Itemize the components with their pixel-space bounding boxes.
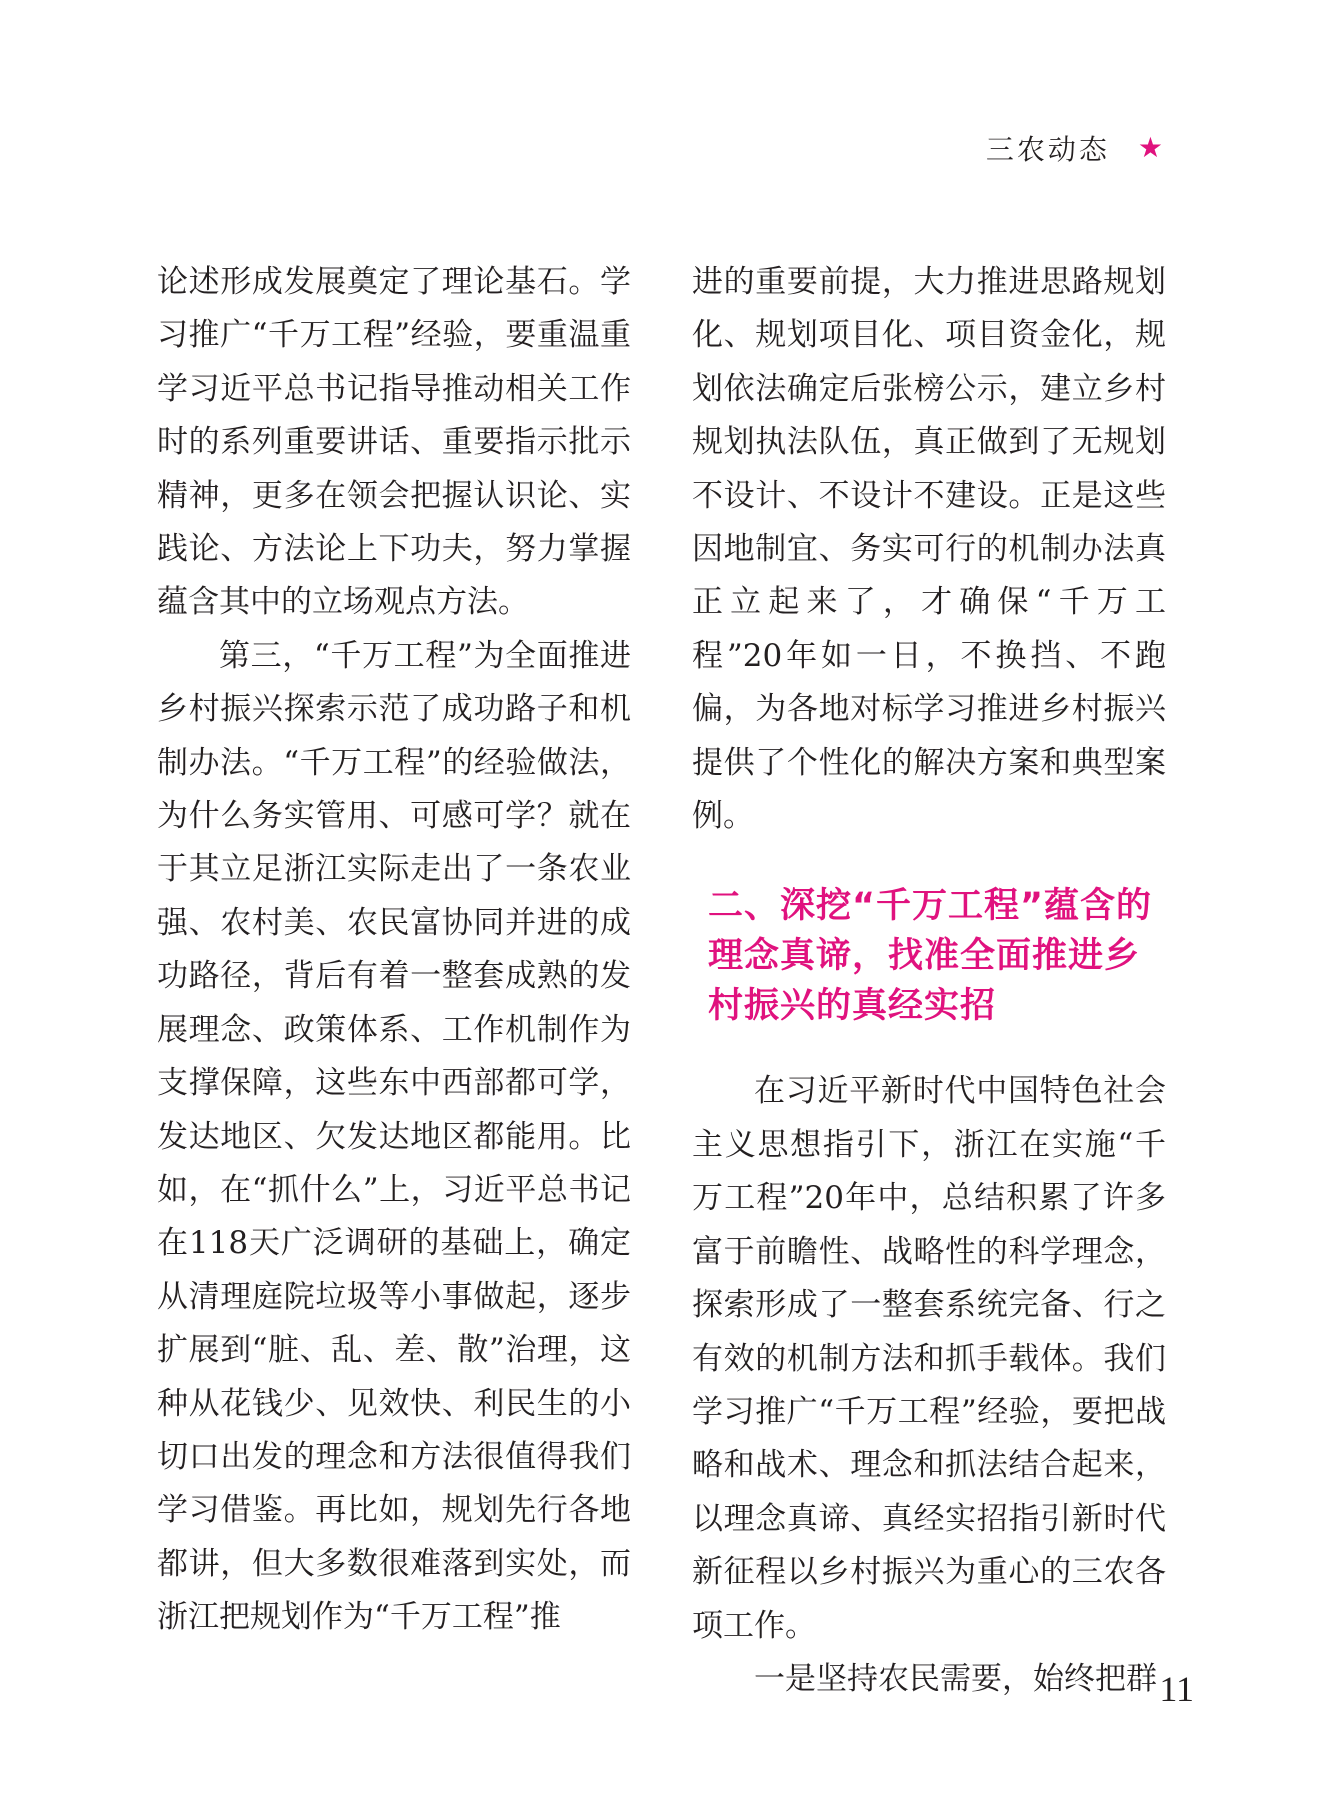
section-heading: 二、深挖“千万工程”蕴含的理念真谛，找准全面推进乡村振兴的真经实招: [708, 886, 1153, 1027]
paragraph: 第三，“千万工程”为全面推进乡村振兴探索示范了成功路子和机制办法。“千万工程”的经验做法，为什么务实管用、可感可学？就在于其立足浙江实际走出了一条农业强、农村美、农民富协同并进的成功路径，背后有着一整套成熟的发展理念、政策体系、工作机制作为支撑保障，这些东中西部都可学，发达地区、欠发达地区都能用。比如，在“抓什么”上，习近平总书记在118天广泛调研的基础上，确定从清理庭院垃圾等小事做起，逐步扩展到“脏、乱、差、散”治理，这种从花钱少、见效快、利民生的小切口出发的理念和方法很值得我们学习借鉴。再比如，规划先行各地都讲，但大多数很难落到实处，而浙江把规划作为“千万工程”推: [157, 637, 631, 1636]
right-column: [692, 256, 1166, 1706]
star-icon: ★: [1137, 131, 1163, 164]
paragraph: 进的重要前提，大力推进思路规划化、规划项目化、项目资金化，规划依法确定后张榜公示，建立乡村规划执法队伍，真正做到了无规划不设计、不设计不建设。正是这些因地制宜、务实可行的机制办法真正立起来了，才确保“千万工程”20年如一日，不换挡、不跑偏，为各地对标学习推进乡村振兴提供了个性化的解决方案和典型案例。: [692, 264, 1166, 835]
paragraph: 一是坚持农民需要，始终把群: [754, 1660, 1157, 1697]
section-name: 三农动态: [985, 133, 1110, 166]
running-header: [986, 128, 1163, 168]
paragraph: 论述形成发展奠定了理论基石。学习推广“千万工程”经验，要重温重学习近平总书记指导推动相关工作时的系列重要讲话、重要指示批示精神，更多在领会把握认识论、实践论、方法论上下功夫，努力掌握蕴含其中的立场观点方法。: [157, 264, 631, 621]
paragraph: 在习近平新时代中国特色社会主义思想指引下，浙江在实施“千万工程”20年中，总结积累了许多富于前瞻性、战略性的科学理念，探索形成了一整套系统完备、行之有效的机制方法和抓手载体。我们学习推广“千万工程”经验，要把战略和战术、理念和抓法结合起来，以理念真谛、真经实招指引新时代新征程以乡村振兴为重心的三农各项工作。: [692, 1073, 1166, 1644]
left-column: [157, 256, 631, 1645]
page-number: 11: [1159, 1669, 1194, 1709]
